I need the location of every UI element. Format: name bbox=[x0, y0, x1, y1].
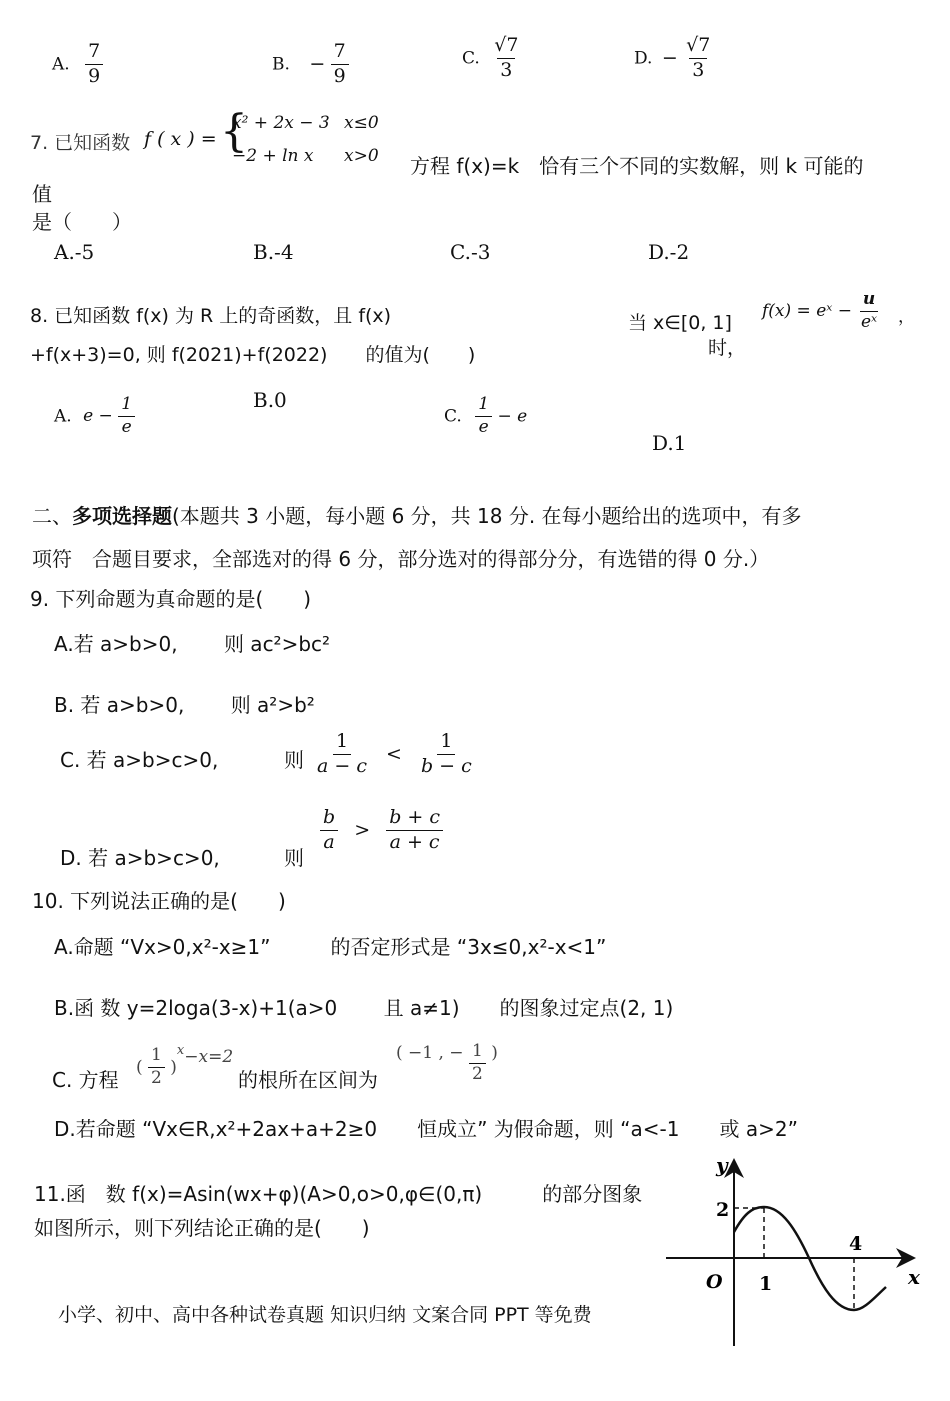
fraction bbox=[148, 1047, 165, 1088]
paren: ( bbox=[136, 1057, 143, 1078]
denominator: a + c bbox=[389, 830, 440, 853]
minus-sign: − bbox=[309, 53, 326, 76]
numerator: 1 bbox=[118, 396, 135, 417]
q7-line2: 值 bbox=[32, 182, 52, 206]
section-instructions: (本题共 3 小题，每小题 6 分，共 18 分. 在每小题给出的选项中，有多 bbox=[172, 504, 802, 528]
numerator: 1 bbox=[437, 732, 455, 755]
denominator: b − c bbox=[420, 754, 472, 777]
fraction bbox=[469, 1043, 486, 1084]
exponent: x bbox=[176, 1043, 185, 1058]
denominator: 2 bbox=[471, 1064, 483, 1084]
denominator: a bbox=[323, 830, 335, 853]
denominator: 3 bbox=[689, 58, 707, 81]
q10-option-c-interval bbox=[396, 1043, 498, 1084]
denominator: e bbox=[478, 416, 489, 437]
q9-option-b: B. 若 a>b>0, 则 a²>b² bbox=[54, 693, 315, 717]
q8-option-c bbox=[444, 396, 527, 437]
option-label: C. bbox=[462, 48, 480, 69]
q11-line2: 如图所示，则下列结论正确的是( ) bbox=[34, 1216, 370, 1240]
q7-option-a: A.-5 bbox=[54, 240, 95, 264]
fraction bbox=[320, 808, 338, 853]
q8-when: 当 x∈[0, 1] bbox=[628, 312, 732, 334]
fraction bbox=[683, 36, 713, 81]
denominator: 9 bbox=[331, 64, 349, 87]
piecewise-brace: { bbox=[220, 106, 248, 157]
interval-open: ( −1 , − bbox=[396, 1043, 464, 1063]
section2-heading bbox=[32, 500, 802, 529]
q8-comma: ， bbox=[898, 307, 915, 327]
q7-prefix: 7. 已知函数 bbox=[30, 132, 131, 154]
section-number: 二、 bbox=[32, 504, 72, 528]
section2-line2: 项符 合题目要求，全部选对的得 6 分，部分选对的得部分分，有选错的得 0 分.） bbox=[32, 547, 770, 571]
option-label: A. bbox=[52, 54, 70, 75]
numerator: 1 bbox=[148, 1047, 165, 1068]
numerator: √7 bbox=[686, 34, 711, 56]
q7-case2: −2 + ln x bbox=[232, 146, 314, 166]
numerator: u bbox=[860, 291, 878, 312]
fraction bbox=[858, 291, 880, 332]
q6-option-c bbox=[462, 36, 521, 81]
q9-option-d-then: 则 bbox=[284, 846, 304, 870]
fraction bbox=[85, 42, 103, 87]
q10-option-c-pre: C. 方程 bbox=[52, 1068, 119, 1092]
sine-graph bbox=[660, 1150, 940, 1350]
q8-option-b: B.0 bbox=[253, 388, 287, 412]
q9-stem: 9. 下列命题为真命题的是( ) bbox=[30, 587, 312, 611]
q9-option-c-expr bbox=[314, 732, 475, 777]
fraction bbox=[331, 42, 349, 87]
fraction bbox=[314, 732, 370, 777]
section-title: 多项选择题 bbox=[72, 504, 172, 528]
q8-line2: +f(x+3)=0, 则 f(2021)+f(2022) 的值为( ) bbox=[30, 344, 476, 366]
option-expr: e − bbox=[83, 406, 113, 427]
denominator: 9 bbox=[85, 64, 103, 87]
q9-option-d-expr bbox=[320, 808, 443, 853]
q7-cond2: x>0 bbox=[344, 146, 379, 166]
q8-line1: 8. 已知函数 f(x) 为 R 上的奇函数，且 f(x) bbox=[30, 305, 392, 327]
q10-option-d: D.若命题 “Vx∈R,x²+2ax+a+2≥0 恒成立” 为假命题，则 “a<-1 或 a>2” bbox=[54, 1117, 798, 1141]
comparison-operator: < bbox=[386, 743, 402, 766]
q9-option-d-pre: D. 若 a>b>c>0, bbox=[60, 846, 220, 870]
denominator: eˣ bbox=[861, 311, 878, 332]
q9-option-a: A.若 a>b>0, 则 ac²>bc² bbox=[54, 632, 331, 656]
x-tick-label-4: 4 bbox=[849, 1233, 863, 1255]
denominator: a − c bbox=[317, 754, 367, 777]
q8-when2: 时， bbox=[708, 337, 747, 359]
q10-option-b: B.函 数 y=2loga(3-x)+1(a>0 且 a≠1) 的图象过定点(2, 1) bbox=[54, 996, 674, 1020]
denominator: 3 bbox=[497, 58, 515, 81]
numerator: 7 bbox=[88, 40, 101, 62]
origin-label: O bbox=[706, 1271, 723, 1293]
interval-close: ) bbox=[491, 1043, 498, 1063]
q10-option-c-equation bbox=[136, 1043, 233, 1088]
numerator: 1 bbox=[475, 396, 492, 417]
q10-option-a: A.命题 “Vx>0,x²-x≥1” 的否定形式是 “3x≤0,x²-x<1” bbox=[54, 935, 607, 959]
denominator: 2 bbox=[151, 1068, 162, 1088]
q6-option-a bbox=[52, 42, 103, 87]
option-label: A. bbox=[54, 406, 72, 427]
q7-suffix: 方程 f(x)=k 恰有三个不同的实数解，则 k 可能的 bbox=[410, 154, 864, 178]
denominator: e bbox=[121, 416, 132, 437]
q7-option-d: D.-2 bbox=[648, 240, 690, 264]
numerator: 1 bbox=[469, 1043, 486, 1064]
q10-option-c-mid: 的根所在区间为 bbox=[238, 1068, 378, 1092]
q7-fx: f ( x ) = bbox=[144, 128, 217, 150]
option-label: B. bbox=[272, 54, 290, 75]
numerator: 7 bbox=[333, 40, 346, 62]
equation-tail: −x=2 bbox=[184, 1047, 234, 1067]
option-expr: − e bbox=[497, 406, 528, 427]
q7-option-b: B.-4 bbox=[253, 240, 294, 264]
q6-option-d bbox=[634, 36, 713, 81]
q6-option-b bbox=[272, 42, 349, 87]
option-label: C. bbox=[444, 406, 462, 427]
q9-option-c-pre: C. 若 a>b>c>0, bbox=[60, 748, 219, 772]
q11-line1: 11.函 数 f(x)=Asin(wx+φ)(A>0,o>0,φ∈(0,π) 的部分图象 bbox=[34, 1182, 643, 1206]
minus-sign: − bbox=[661, 47, 678, 70]
q7-option-c: C.-3 bbox=[450, 240, 491, 264]
x-tick-label-1: 1 bbox=[759, 1273, 773, 1295]
x-axis-label: x bbox=[908, 1265, 920, 1289]
footer-text: 小学、初中、高中各种试卷真题 知识归纳 文案合同 PPT 等免费 bbox=[58, 1304, 592, 1326]
q8-option-a bbox=[54, 396, 135, 437]
q9-option-c-then: 则 bbox=[284, 748, 304, 772]
q8-fx: f(x) = eˣ − bbox=[762, 301, 852, 321]
paren: ) bbox=[170, 1057, 177, 1078]
q10-stem: 10. 下列说法正确的是( ) bbox=[32, 889, 286, 913]
numerator: b bbox=[320, 808, 338, 831]
fraction bbox=[386, 808, 443, 853]
fraction bbox=[491, 36, 521, 81]
q7-line3: 是（ ） bbox=[32, 210, 132, 234]
q8-option-d: D.1 bbox=[652, 431, 687, 455]
option-label: D. bbox=[634, 48, 653, 69]
fraction bbox=[118, 396, 135, 437]
numerator: 1 bbox=[333, 732, 351, 755]
numerator: b + c bbox=[386, 808, 443, 831]
y-axis-label: y bbox=[716, 1153, 728, 1177]
comparison-operator: > bbox=[354, 819, 371, 842]
fraction bbox=[418, 732, 475, 777]
fraction bbox=[475, 396, 492, 437]
q8-fx-fraction bbox=[858, 291, 880, 332]
q7-cond1: x≤0 bbox=[344, 113, 379, 133]
y-tick-label: 2 bbox=[716, 1199, 730, 1221]
q7-case1: x² + 2x − 3 bbox=[232, 113, 330, 133]
numerator: √7 bbox=[494, 34, 519, 56]
